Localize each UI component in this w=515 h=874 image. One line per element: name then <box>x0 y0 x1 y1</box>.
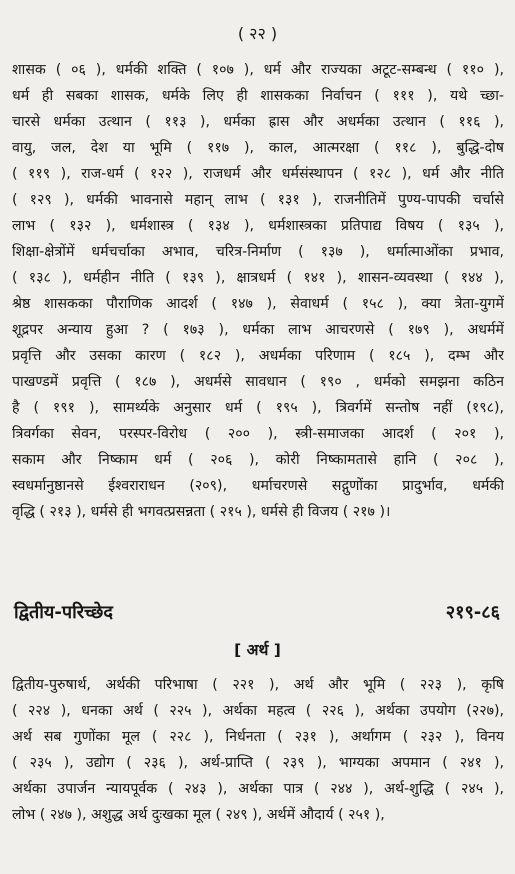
text-line: प्रवृत्ति और उसका कारण ( १८२ ), अधर्मका परिणाम ( १८५ ), दम्भ और <box>12 348 504 364</box>
text-line: ( २२४ ), धनका अर्थ ( २२५ ), अर्थका महत्व ( २२६ ), अर्थका उपयोग (२२७), <box>12 703 504 719</box>
text-line: चारसे धर्मका उत्थान ( ११३ ), धर्मका ह्रास और अधर्मका उत्थान ( ११६ ), <box>12 114 504 130</box>
chapter-subheading: [ अर्थ ] <box>234 641 281 659</box>
text-line: अर्थका उपार्जन न्यायपूर्वक ( २४३ ), अर्थका पात्र ( २४४ ), अर्थ-शुद्धि ( २४५ ), <box>12 781 504 797</box>
text-line: ( १३८ ), धर्महीन नीति ( १३९ ), क्षात्रधर्म ( १४१ ), शासन-व्यवस्था ( १४४ ), <box>12 270 504 286</box>
chapter-page-range: २१९-८६ <box>445 602 500 623</box>
text-line: लाभ ( १३२ ), धर्मशास्त्र ( १३४ ), धर्मशास्त्रका प्रतिपाद्य विषय ( १३५ ), <box>12 218 504 234</box>
text-line: शूद्रपर अन्याय हुआ ? ( १७३ ), धर्मका लाभ आचरणसे ( १७९ ), अधर्ममें <box>12 322 504 338</box>
text-line: शिक्षा-क्षेत्रोंमें धर्मचर्चाका अभाव, चरित्र-निर्माण ( १३७ ), धर्मात्माओंका प्रभाव, <box>12 244 504 260</box>
text-line: द्वितीय-पुरुषार्थ, अर्थकी परिभाषा ( २२१ ), अर्थ और भूमि ( २२३ ), कृषि <box>12 677 504 693</box>
contents-section-artha <box>12 672 504 828</box>
text-line: स्वधर्मानुष्ठानसे ईश्वराराधन (२०९), धर्माचरणसे सद्गुणोंका प्रादुर्भाव, धर्मकी <box>12 478 504 494</box>
text-line: पाखण्डमें प्रवृत्ति ( १८७ ), अधर्मसे सावधान ( १९० , धर्मको समझना कठिन <box>12 374 504 390</box>
text-line: धर्म ही सबका शासक, धर्मके लिए ही शासकका निर्वाचन ( १११ ), यथे च्छा- <box>12 88 504 104</box>
contents-section-dharma <box>12 57 504 525</box>
text-line: ( २३५ ), उद्योग ( २३६ ), अर्थ-प्राप्ति ( २३९ ), भाग्यका अपमान ( २४१ ), <box>12 755 504 771</box>
text-line: अर्थ सब गुणोंका मूल ( २२८ ), निर्धनता ( २३१ ), अर्थागम ( २३२ ), विनय <box>12 729 504 745</box>
chapter-heading <box>14 600 500 624</box>
page-number: ( २२ ) <box>237 24 278 43</box>
text-line: सकाम और निष्काम धर्म ( २०६ ), कोरी निष्कामतासे हानि ( २०८ ), <box>12 452 504 468</box>
text-line: ( ११९ ), राज-धर्म ( १२२ ), राजधर्म और धर्मसंस्थापन ( १२८ ), धर्म और नीति <box>12 166 504 182</box>
text-line: ( १२९ ), धर्मकी भावनासे महान् लाभ ( १३१ ), राजनीतिमें पुण्य-पापकी चर्चासे <box>12 192 504 208</box>
text-line: वायु, जल, देश या भूमि ( ११७ ), काल, आत्मरक्षा ( ११८ ), बुद्धि-दोष <box>12 140 504 156</box>
text-line: त्रिवर्गका सेवन, परस्पर-विरोध ( २०० ), स्त्री-समाजका आदर्श ( २०१ ), <box>12 426 504 442</box>
text-line: वृद्धि ( २१३ ), धर्मसे ही भगवत्प्रसन्नता ( २१५ ), धर्मसे ही विजय ( २१७ )। <box>12 504 391 520</box>
chapter-title: द्वितीय-परिच्छेद <box>14 602 113 623</box>
text-line: है ( १९१ ), सामर्थ्यके अनुसार धर्म ( १९५ ), त्रिवर्गमें सन्तोष नहीं (१९८), <box>12 400 504 416</box>
text-line: लोभ ( २४७ ), अशुद्ध अर्थ दुःखका मूल ( २४९ ), अर्थमें औदार्य ( २५१ ), <box>12 807 385 823</box>
text-line: शासक ( ०६ ), धर्मकी शक्ति ( १०७ ), धर्म और राज्यका अटूट-सम्बन्ध ( ११० ), <box>12 62 504 78</box>
text-line: श्रेष्ठ शासकका पौराणिक आदर्श ( १४७ ), सेवाधर्म ( १५८ ), क्या त्रेता-युगमें <box>12 296 504 312</box>
